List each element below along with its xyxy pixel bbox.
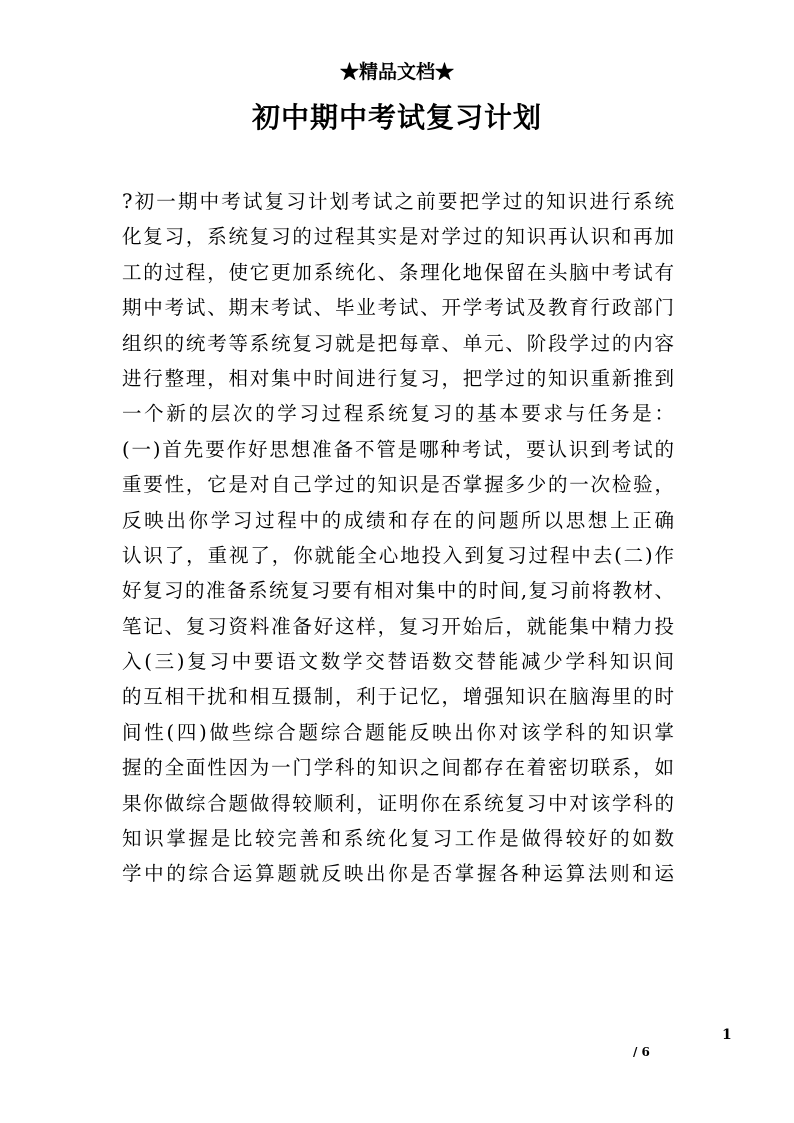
text-line: 工的过程，使它更加系统化、条理化地保留在头脑中考试有: [122, 260, 674, 284]
page-number: 1: [722, 1027, 732, 1043]
text-line: 组织的统考等系统复习就是把每章、单元、阶段学过的内容: [122, 331, 674, 355]
text-line: 进行整理，相对集中时间进行复习，把学过的知识重新推到: [122, 366, 674, 390]
text-line: 的互相干扰和相互摄制，利于记忆，增强知识在脑海里的时: [122, 685, 674, 709]
text-line: 期中考试、期末考试、毕业考试、开学考试及教育行政部门: [122, 296, 674, 320]
page-total: / 6: [633, 1045, 650, 1059]
text-line: 果你做综合题做得较顺利，证明你在系统复习中对该学科的: [122, 791, 674, 815]
text-line: 认识了，重视了，你就能全心地投入到复习过程中去(二)作: [122, 543, 674, 567]
text-line: 好复习的准备系统复习要有相对集中的时间,复习前将教材、: [122, 579, 674, 603]
text-line: 反映出你学习过程中的成绩和存在的问题所以思想上正确: [122, 508, 674, 532]
body-text: [122, 184, 674, 892]
text-line: 化复习，系统复习的过程其实是对学过的知识再认识和再加: [122, 225, 674, 249]
text-line: 学中的综合运算题就反映出你是否掌握各种运算法则和运: [122, 862, 674, 886]
text-line: (一)首先要作好思想准备不管是哪种考试，要认识到考试的: [122, 437, 674, 461]
document-header: ★精品文档★: [339, 61, 454, 83]
text-line: 重要性，它是对自己学过的知识是否掌握多少的一次检验，: [122, 473, 674, 497]
document-title: 初中期中考试复习计划: [251, 101, 542, 134]
text-line: 间性(四)做些综合题综合题能反映出你对该学科的知识掌: [122, 720, 674, 744]
text-line: 笔记、复习资料准备好这样，复习开始后，就能集中精力投: [122, 614, 674, 638]
text-line: 一个新的层次的学习过程系统复习的基本要求与任务是：: [122, 402, 674, 426]
text-line: 知识掌握是比较完善和系统化复习工作是做得较好的如数: [122, 827, 674, 851]
text-line: ?初一期中考试复习计划考试之前要把学过的知识进行系统: [122, 190, 674, 213]
text-line: 握的全面性因为一门学科的知识之间都存在着密切联系，如: [122, 756, 674, 780]
text-line: 入(三)复习中要语文数学交替语数交替能减少学科知识间: [122, 650, 674, 674]
